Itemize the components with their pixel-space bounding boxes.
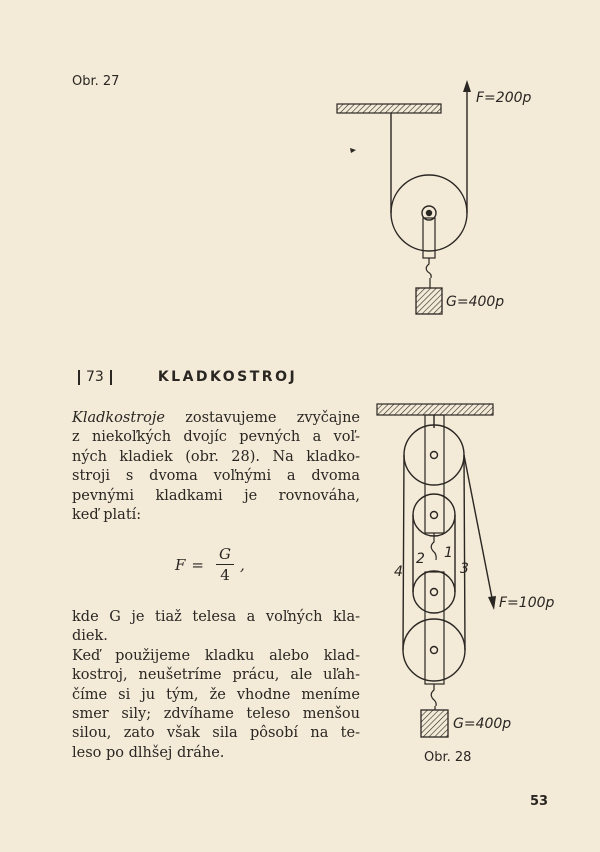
fig27-ceiling: [337, 104, 441, 113]
fig28-upper-frame: [425, 415, 444, 533]
term-italic: Kladkostroje: [72, 410, 165, 426]
fig27-hanger: [423, 218, 435, 258]
paragraph-line: ných kladiek (obr. 28). Na kladko-: [72, 448, 360, 465]
fig28-movable-pulley-small: [413, 571, 455, 613]
paragraph-line: keď platí:: [72, 506, 142, 523]
fig27-caption: Obr. 27: [72, 74, 120, 89]
paragraph-line: Keď použijeme kladku alebo klad-: [72, 647, 360, 664]
fig28-rope-number-2: 2: [416, 551, 425, 567]
section-title: KLADKOSTROJ: [157, 369, 298, 385]
fig27-force-arrow: [463, 80, 471, 92]
fig27-diagram: [337, 80, 471, 314]
paragraph-line: smer sily; zdvíhame teleso menšou: [72, 705, 360, 722]
paragraph-line: pevnými kladkami je rovnováha,: [72, 487, 360, 504]
paragraph-line: Kladkostroje zostavujeme zvyčajne: [72, 410, 360, 426]
heading-bar-right: [110, 370, 112, 385]
fig28-caption: Obr. 28: [424, 750, 472, 765]
paragraph-intro: [72, 409, 360, 525]
fig28-weight: [421, 710, 448, 737]
paragraph-line: kostroj, neušetríme prácu, ale uľah-: [72, 667, 360, 684]
fig27-weight-label: G=400p: [446, 294, 505, 310]
fig28-lower-hook: [431, 684, 436, 706]
fig28-middle-hook: [431, 533, 436, 560]
fig28-fixed-pulley-small: [413, 494, 455, 536]
formula-denominator: 4: [220, 566, 230, 584]
section-number: 73: [86, 369, 104, 385]
formula-suffix: ,: [239, 555, 245, 574]
section-heading: [72, 369, 297, 385]
paragraph-line: kde G je tiaž telesa a voľných kla-: [72, 609, 360, 625]
fig28-rope-number-1: 1: [444, 545, 453, 561]
fig27-force-label: F=200p: [476, 90, 532, 106]
fig28-force-arrow: [488, 596, 496, 610]
fig28-rope-4: [403, 455, 404, 650]
formula-numerator: G: [216, 545, 234, 565]
paragraph-line: číme si ju tým, že vhodne meníme: [72, 686, 360, 703]
fig28-movable-pulley-large: [403, 619, 465, 681]
paragraph-line: silou, zato však sila pôsobí na te-: [72, 725, 360, 742]
fig28-force-label: F=100p: [499, 595, 555, 611]
formula-equals: =: [191, 555, 204, 574]
paragraph-line: stroji s dvoma voľnými a dvoma: [72, 468, 360, 485]
paragraph-explanation: [72, 608, 360, 763]
paragraph-line: diek.: [72, 628, 108, 645]
fig28-weight-label: G=400p: [453, 716, 512, 732]
formula-lhs: F: [175, 555, 186, 574]
fig28-ceiling: [377, 404, 493, 415]
fig28-rope-3: [464, 455, 465, 650]
fig27-weight: [416, 288, 442, 314]
equilibrium-formula: [175, 545, 245, 584]
heading-bar-left: [78, 370, 80, 385]
fig27-small-mark: [350, 148, 356, 153]
fig28-rope-number-4: 4: [394, 564, 403, 580]
paragraph-line: z niekoľkých dvojíc pevných a voľ-: [72, 429, 360, 446]
formula-fraction: [216, 545, 234, 584]
fig28-rope-number-3: 3: [460, 561, 469, 577]
fig27-hook: [426, 258, 431, 278]
page-number: 53: [530, 794, 549, 809]
fig28-fixed-pulley-large: [404, 425, 464, 485]
paragraph-line: leso po dlhšej dráhe.: [72, 744, 225, 761]
